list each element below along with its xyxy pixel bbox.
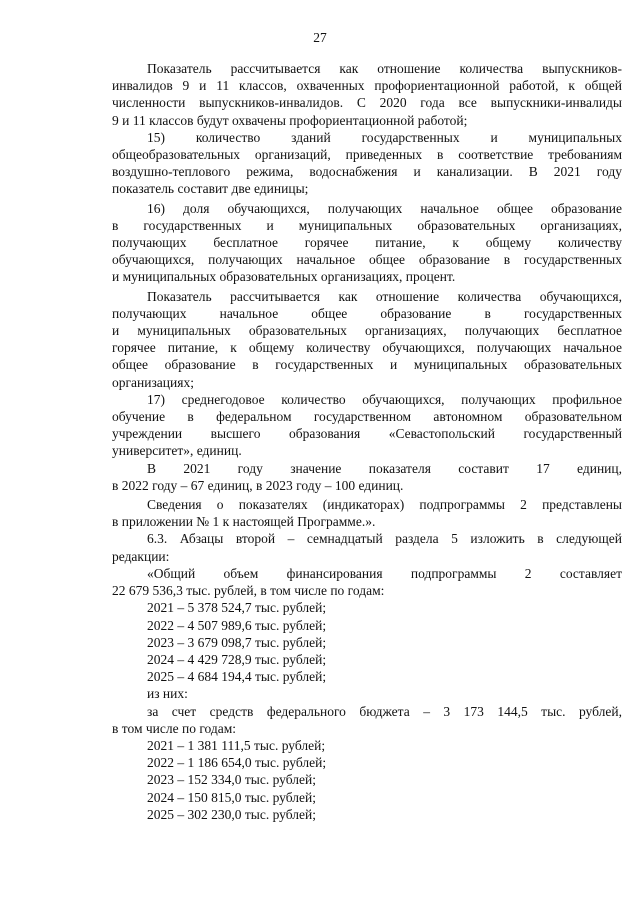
text-line: редакции: (112, 548, 170, 564)
text-line: Сведения о показателях (индикаторах) подпрограммы 2 представлены (147, 497, 622, 513)
paragraph-item-16 (112, 200, 622, 286)
text-line: Показатель рассчитывается как отношение количества выпускников- (147, 61, 622, 76)
list-item: 2022 – 1 186 654,0 тыс. рублей; (147, 755, 327, 771)
text-line: 6.3. Абзацы второй – семнадцатый раздела 5 изложить в следующей (147, 531, 622, 547)
text-line: 22 679 536,3 тыс. рублей, в том числе по годам: (112, 583, 385, 599)
paragraph-indicator-calculation-graduates (112, 60, 622, 129)
text-line: 17) среднегодовое количество обучающихся, получающих профильное (147, 391, 622, 407)
text-line: получающих начальное общее образование в государственных (112, 305, 622, 321)
text-line: В 2021 году значение показателя составит 17 единиц, (147, 460, 622, 476)
list-item: 2021 – 1 381 111,5 тыс. рублей; (147, 737, 326, 753)
list-federal-by-year (112, 737, 622, 823)
text-line: горячее питание, к общему количеству обучающихся, получающих начальное (112, 340, 622, 356)
text-line: обучающихся, получающих начальное общее образование в государственных (112, 252, 622, 268)
paragraph-indicators-reference (112, 496, 622, 530)
text-line: 16) доля обучающихся, получающих начальное общее образование (147, 200, 622, 216)
text-line: в государственных и муниципальных образовательных организациях, (112, 217, 622, 233)
text-line: за счет средств федерального бюджета – 3 173 144,5 тыс. рублей, (147, 703, 622, 719)
paragraph-indicator-values (112, 460, 622, 494)
text-line: и муниципальных образовательных организациях, получающих бесплатное (112, 323, 622, 339)
text-line: университет», единиц. (112, 443, 242, 459)
paragraph-total-funding (112, 565, 622, 599)
text-line: «Общий объем финансирования подпрограммы 2 составляет (147, 565, 622, 581)
text-line: учреждении высшего образования «Севастопольский государственный (112, 426, 622, 442)
list-item: 2024 – 150 815,0 тыс. рублей; (147, 789, 316, 805)
paragraph-item-15 (112, 129, 622, 198)
text-line: в том числе по годам: (112, 720, 237, 736)
text-line: в 2022 году – 67 единиц, в 2023 году – 100 единиц. (112, 477, 404, 493)
text-line: показатель составит две единицы; (112, 181, 309, 197)
paragraph-indicator-calculation-meals (112, 288, 622, 391)
list-item: 2025 – 302 230,0 тыс. рублей; (147, 806, 316, 822)
text-line: общее образование в государственных и муниципальных образовательных (112, 357, 622, 373)
text-line: 15) количество зданий государственных и муниципальных (147, 129, 622, 145)
list-item: 2023 – 152 334,0 тыс. рублей; (147, 772, 316, 788)
list-item: из них: (147, 686, 188, 702)
text-line: инвалидов 9 и 11 классов, охваченных профориентационной работой, к общей (112, 78, 622, 94)
paragraph-federal-budget (112, 703, 622, 737)
list-item: 2025 – 4 684 194,4 тыс. рублей; (147, 669, 327, 685)
text-line: численности выпускников-инвалидов. С 2020 года все выпускники-инвалиды (112, 95, 622, 111)
list-item: 2024 – 4 429 728,9 тыс. рублей; (147, 651, 327, 667)
text-line: организациях; (112, 374, 194, 390)
list-item: 2023 – 3 679 098,7 тыс. рублей; (147, 634, 327, 650)
page-number: 27 (313, 30, 327, 45)
paragraph-item-6-3 (112, 530, 622, 564)
list-item: 2022 – 4 507 989,6 тыс. рублей; (147, 617, 327, 633)
text-line: Показатель рассчитывается как отношение количества обучающихся, (147, 288, 622, 304)
text-line: воздушно-теплового режима, водоснабжения и канализации. В 2021 году (112, 164, 622, 180)
text-line: в приложении № 1 к настоящей Программе.». (112, 514, 376, 530)
list-item: 2021 – 5 378 524,7 тыс. рублей; (147, 600, 327, 616)
text-line: общеобразовательных организаций, приведенных в соответствие требованиям (112, 147, 622, 163)
text-line: 9 и 11 классов будут охвачены профориентационной работой; (112, 112, 468, 128)
paragraph-item-17 (112, 391, 622, 460)
text-line: получающих бесплатное горячее питание, к общему количеству (112, 235, 622, 251)
document-body (112, 60, 622, 823)
text-line: обучение в федеральном государственном автономном образовательном (112, 409, 622, 425)
text-line: и муниципальных образовательных организациях, процент. (112, 269, 456, 285)
list-total-by-year (112, 599, 622, 702)
